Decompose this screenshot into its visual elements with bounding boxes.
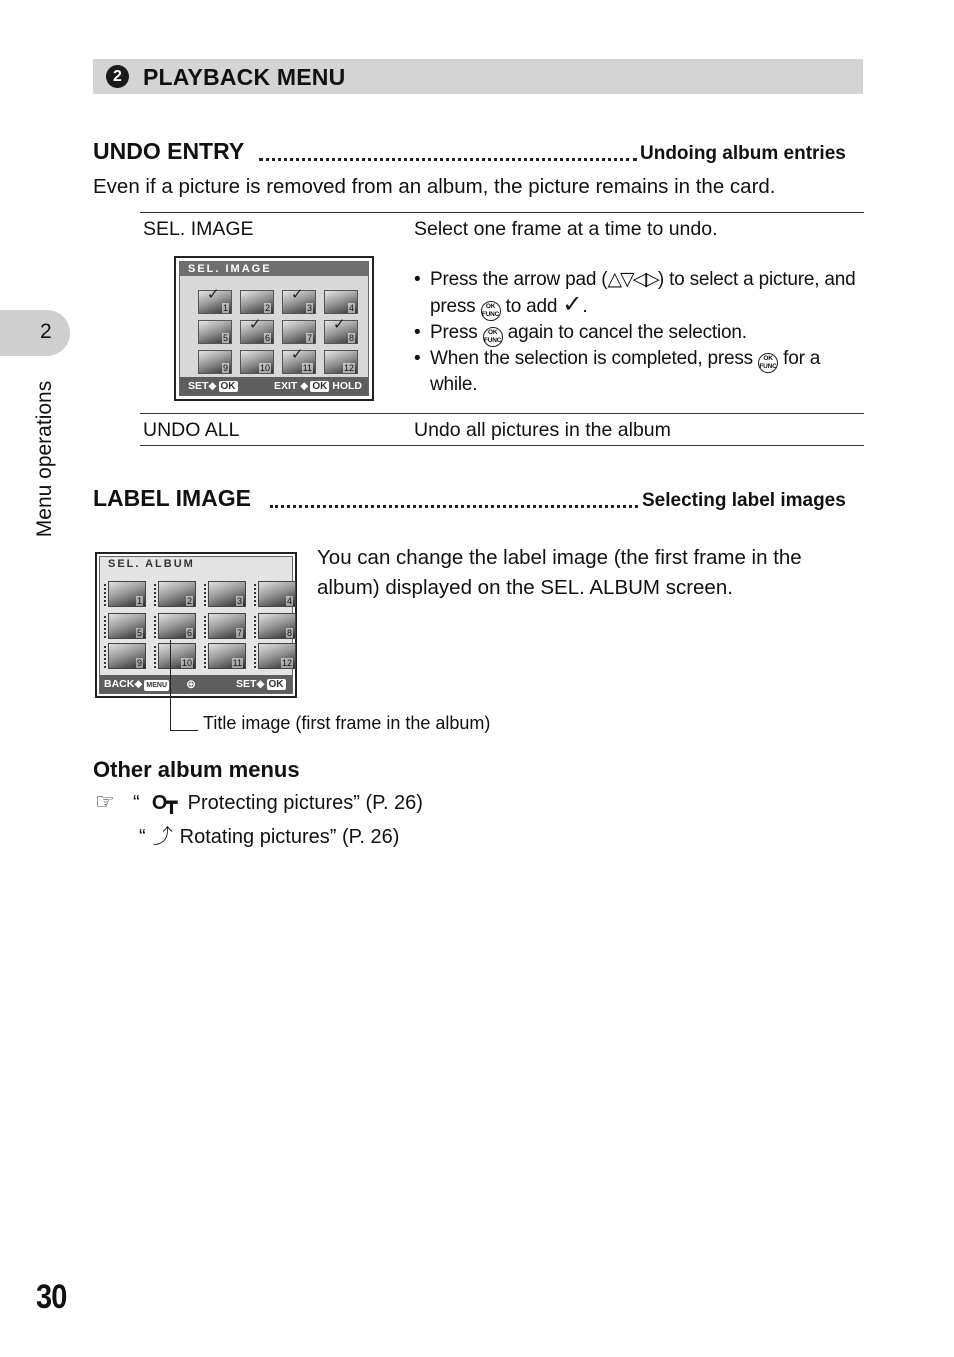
thumbnail: 5: [198, 320, 232, 344]
chapter-tab-label: Menu operations: [33, 380, 56, 538]
sel-image-screen-title: SEL. IMAGE: [180, 262, 368, 276]
ok-func-button-icon: OK FUNC: [758, 353, 778, 373]
callout-line: [170, 640, 171, 731]
reference-line: “ ⤴ Rotating pictures” (P. 26): [139, 820, 399, 849]
check-icon: ✓: [207, 286, 220, 303]
sel-image-screen: [174, 256, 374, 401]
footer-exit-label: EXIT: [274, 380, 298, 392]
menu-button-icon: MENU: [146, 682, 168, 689]
list-item: • Press the arrow pad (△▽◁▷) to select a picture, and press OK FUNC to add ✓.: [414, 268, 864, 321]
thumbnail: 9: [198, 350, 232, 374]
ok-func-button-icon: OK FUNC: [481, 301, 501, 321]
check-icon: ✓: [562, 290, 583, 318]
sel-image-instructions: [414, 268, 864, 397]
setting-sel-image-summary: Select one frame at a time to undo.: [414, 218, 718, 240]
album-thumbnail: 6: [158, 613, 196, 639]
thumbnail: ✓ 3: [282, 290, 316, 314]
section-title: PLAYBACK MENU: [143, 64, 346, 90]
footer-back-label: BACK: [104, 678, 135, 690]
undo-entry-title: UNDO ENTRY: [93, 138, 245, 164]
arrow-pad-icon: ⊕: [186, 677, 197, 691]
ok-button-icon: OK: [220, 381, 236, 392]
footer-set-label: SET: [236, 678, 257, 690]
thumbnail: 7: [282, 320, 316, 344]
thumbnail: ✓ 8: [324, 320, 358, 344]
album-thumbnail: 12: [258, 643, 296, 669]
album-thumbnail: 7: [208, 613, 246, 639]
chapter-tab-number: 2: [40, 320, 52, 343]
callout-line: [170, 730, 198, 731]
pointing-hand-icon: ☞: [95, 789, 115, 814]
ok-button-icon: OK: [268, 679, 284, 690]
reference-line: ☞ “ O┳ Protecting pictures” (P. 26): [95, 789, 423, 814]
list-item: • Press OK FUNC again to cancel the selection.: [414, 321, 864, 347]
arrow-pad-icon: △▽◁▷: [607, 269, 658, 290]
ok-func-button-icon: OK FUNC: [483, 327, 503, 347]
sel-album-screen-title: SEL. ALBUM: [108, 558, 195, 570]
table-rule-top: [140, 212, 864, 213]
page-number: 30: [36, 1278, 67, 1316]
album-thumbnail: 8: [258, 613, 296, 639]
leader-dots: [259, 158, 637, 161]
thumbnail: 2: [240, 290, 274, 314]
leader-dots: [270, 505, 638, 508]
check-icon: ✓: [291, 346, 304, 363]
album-thumbnail: 3: [208, 581, 246, 607]
label-image-description: You can change the label image (the first frame in the album) displayed on the SEL. ALBUM screen.: [317, 546, 802, 599]
table-rule-bottom: [140, 445, 864, 446]
album-thumbnail: 2: [158, 581, 196, 607]
title-image-caption: Title image (first frame in the album): [203, 713, 491, 733]
sel-album-screen: [95, 552, 297, 698]
setting-sel-image: SEL. IMAGE: [143, 218, 254, 240]
thumbnail: ✓ 1: [198, 290, 232, 314]
album-thumbnail: 9: [108, 643, 146, 669]
chapter-tab: [0, 310, 70, 356]
sel-album-screen-footer: BACK◆ MENU ⊕ SET◆ OK: [100, 675, 292, 693]
key-protect-icon: O┳: [151, 792, 176, 814]
check-icon: ✓: [249, 316, 262, 333]
footer-set-label: SET: [188, 380, 209, 392]
rotate-icon: ⤴: [152, 826, 173, 848]
list-item: • When the selection is completed, press OK FUNC for a while.: [414, 347, 864, 398]
check-icon: ✓: [333, 316, 346, 333]
album-thumbnail: 1: [108, 581, 146, 607]
undo-entry-subtitle: Undoing album entries: [640, 143, 846, 164]
table-rule-middle: [140, 413, 864, 414]
other-menus-title: Other album menus: [93, 757, 300, 782]
footer-hold-label: HOLD: [332, 380, 363, 392]
setting-undo-all: UNDO ALL: [143, 419, 240, 441]
check-icon: ✓: [291, 286, 304, 303]
label-image-title: LABEL IMAGE: [93, 485, 252, 511]
ok-button-icon: OK: [312, 381, 328, 392]
album-thumbnail: 4: [258, 581, 296, 607]
album-thumbnail-title-image: 10: [158, 643, 196, 669]
album-thumbnail: 11: [208, 643, 246, 669]
sel-image-screen-footer: SET◆ OK EXIT ◆ OK HOLD: [180, 377, 368, 395]
thumbnail: ✓ 6: [240, 320, 274, 344]
thumbnail: ✓ 11: [282, 350, 316, 374]
undo-entry-description: Even if a picture is removed from an album, the picture remains in the card.: [93, 175, 776, 198]
album-thumbnail: 5: [108, 613, 146, 639]
label-image-subtitle: Selecting label images: [642, 490, 846, 511]
section-number-badge: 2: [106, 65, 129, 88]
thumbnail: 10: [240, 350, 274, 374]
setting-undo-all-summary: Undo all pictures in the album: [414, 419, 671, 441]
thumbnail: 4: [324, 290, 358, 314]
thumbnail: 12: [324, 350, 358, 374]
